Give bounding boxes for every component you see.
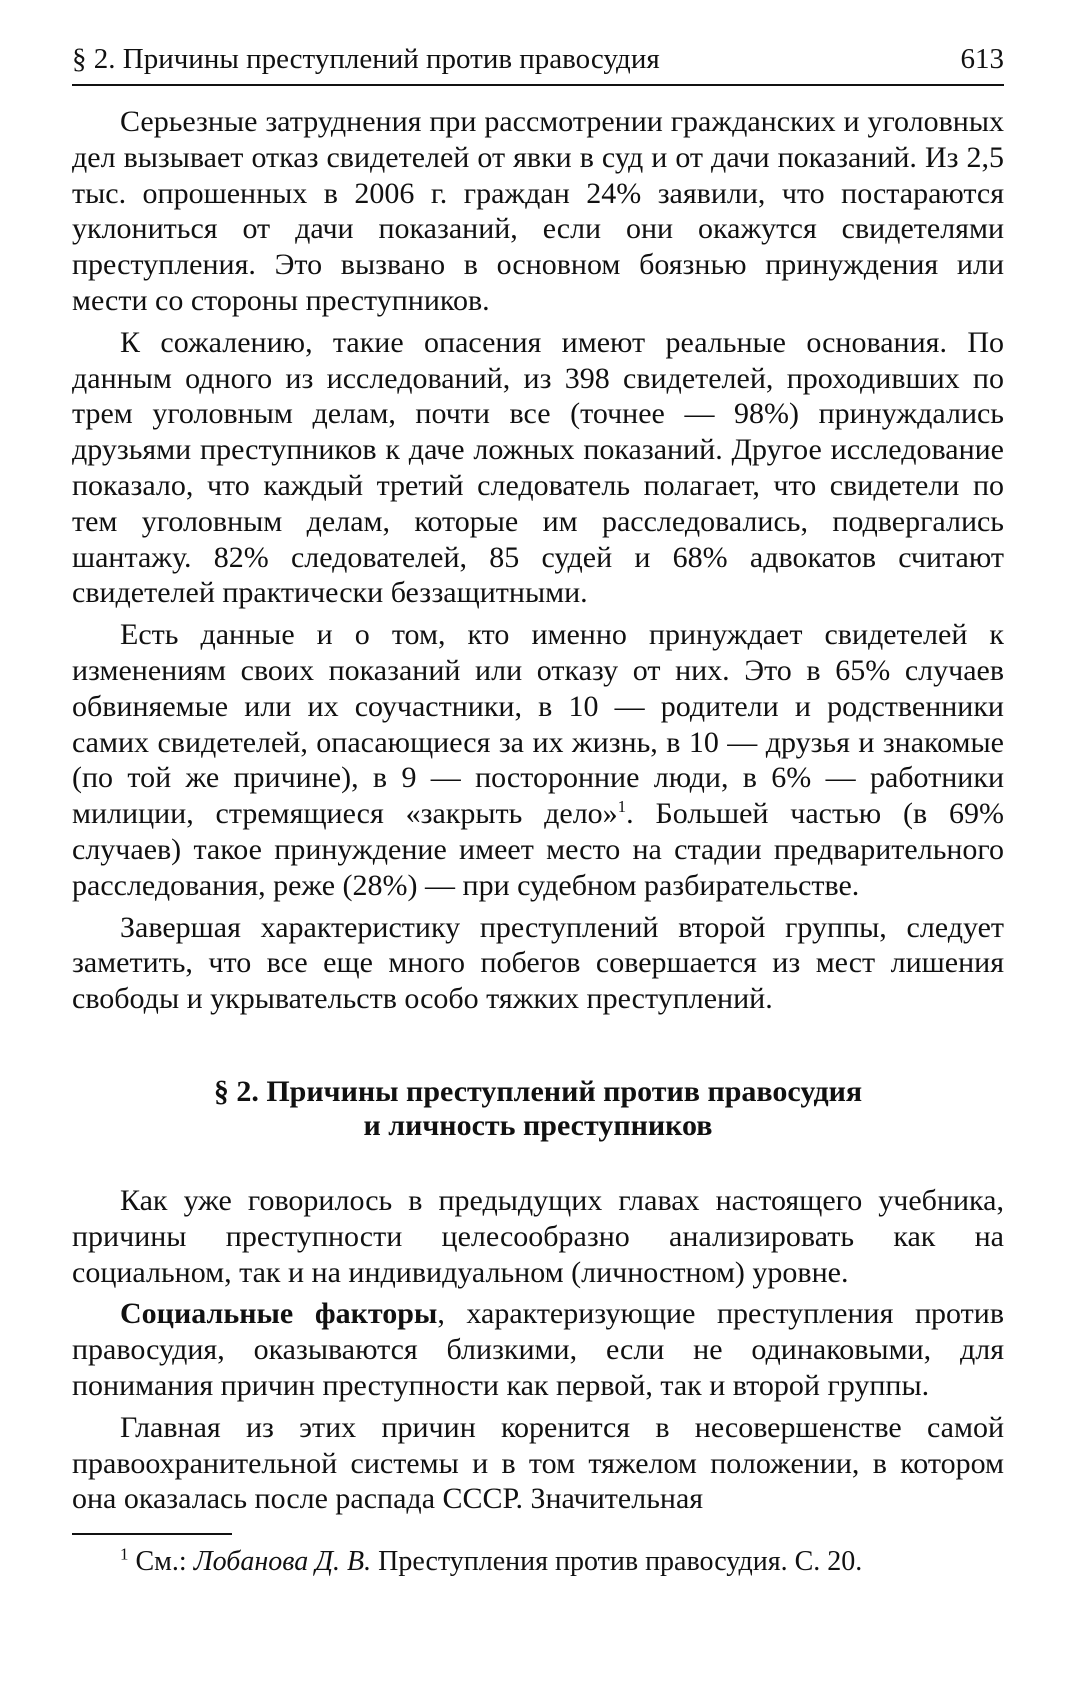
footnote-divider xyxy=(72,1533,232,1535)
document-page xyxy=(72,40,1004,1579)
paragraph-fear-grounds: К сожалению, такие опасения имеют реальные основания. По данным одного из исследований, из 398 свидетелей, проходивших по трем уголовным делам, почти все (точнее — 98%) принуждались друзьями преступников к даче ложных показаний. Другое исследование показало, что каждый третий следователь полагает, что свидетели по тем уголовным делам, которые им расследовались, подвергались шантажу. 82% следователей, 85 судей и 68% адвокатов считают свидетелей практически беззащитными. xyxy=(72,325,1004,610)
paragraph-main-cause: Главная из этих причин коренится в несовершенстве самой правоохранительной системы и в том тяжелом положении, в котором она оказалась после распада СССР. Значительная xyxy=(72,1410,1004,1516)
section-heading-line-2: и личность преступников xyxy=(363,1108,713,1142)
body-text xyxy=(72,104,1004,1517)
footnote-reference: 1 xyxy=(617,797,627,817)
paragraph-social-factors-text: , характеризующие преступления против правосудия, оказываются близкими, если не одинаковыми, для понимания причин преступности как первой, так и второй группы. xyxy=(72,1297,1004,1402)
paragraph-coercers xyxy=(72,617,1004,903)
section-heading-line-1: § 2. Причины преступлений против правосудия xyxy=(213,1074,863,1108)
running-header-title: § 2. Причины преступлений против правосудия xyxy=(72,43,660,75)
paragraph-conclusion: Завершая характеристику преступлений второй группы, следует заметить, что все еще много побегов совершается из мест лишения свободы и укрывательств особо тяжких преступлений. xyxy=(72,910,1004,1016)
footnote-author: Лобанова Д. В. xyxy=(193,1546,372,1578)
term-social-factors: Социальные факторы xyxy=(120,1297,438,1331)
footnote xyxy=(72,1545,1004,1579)
page-number: 613 xyxy=(960,43,1004,75)
running-header xyxy=(72,40,1004,86)
paragraph-coercers-text-start: Есть данные и о том, кто именно принуждает свидетелей к изменениям своих показаний или отказу от них. Это в 65% случаев обвиняемые или их соучастники, в 10 — родители и родственники самих свидетелей, опасающиеся за их жизнь, в 10 — друзья и знакомые (по той же причине), в 9 — посторонние люди, в 6% — работники милиции, стремящиеся «закрыть дело» xyxy=(72,618,1004,831)
footnote-source: Преступления против правосудия. С. 20. xyxy=(371,1546,863,1578)
paragraph-witness-refusal: Серьезные затруднения при рассмотрении гражданских и уголовных дел вызывает отказ свидетелей от явки в суд и от дачи показаний. Из 2,5 тыс. опрошенных в 2006 г. граждан 24% заявили, что постараются уклониться от дачи показаний, если они окажутся свидетелями преступления. Это вызвано в основном боязнью принуждения или мести со стороны преступников. xyxy=(72,105,1004,317)
footnote-mark: 1 xyxy=(120,1544,129,1564)
paragraph-coercers-text-end: . Большей частью (в 69% случаев) такое принуждение имеет место на стадии предварительного расследования, реже (28%) — при судебном разбирательстве. xyxy=(72,797,1004,902)
footnote-prefix: См.: xyxy=(128,1546,194,1578)
paragraph-causes-levels: Как уже говорилось в предыдущих главах настоящего учебника, причины преступности целесообразно анализировать как на социальном, так и на индивидуальном (личностном) уровне. xyxy=(72,1183,1004,1289)
section-heading xyxy=(72,1075,1004,1143)
paragraph-social-factors xyxy=(72,1296,1004,1403)
